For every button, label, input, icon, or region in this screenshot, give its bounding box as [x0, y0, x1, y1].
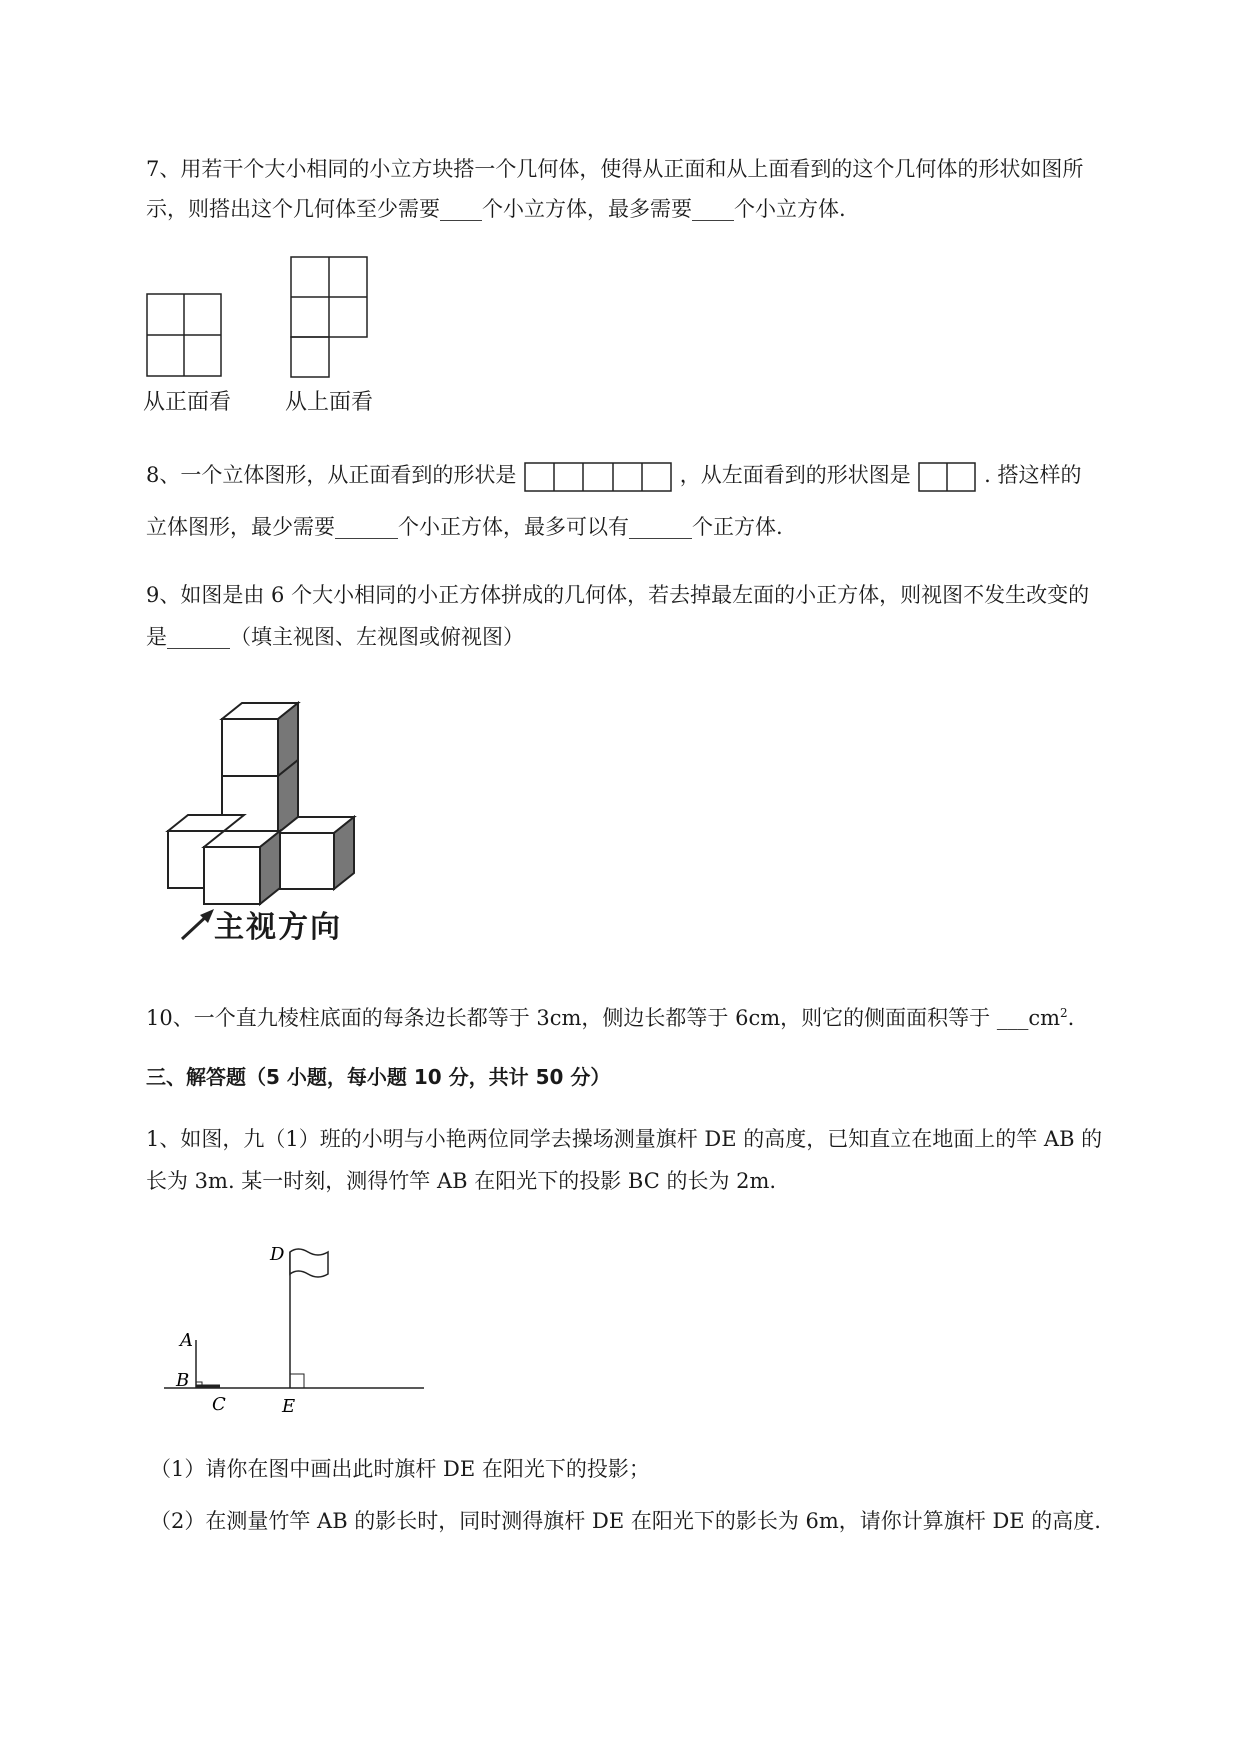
p1-sub2: （2）在测量竹竿 AB 的影长时，同时测得旗杆 DE 在阳光下的影长为 6m，请你计算旗杆 DE 的高度. [150, 1509, 1101, 1533]
q8-part-c: . 搭这样的 [984, 463, 1082, 487]
label-e: E [282, 1396, 296, 1417]
q9-text-line1: 9、如图是由 6 个大小相同的小正方体拼成的几何体，若去掉最左面的小正方体，则视图不发生改变的 [146, 583, 1090, 607]
q7-text-line1: 7、用若干个大小相同的小立方块搭一个几何体，使得从正面和从上面看到的这个几何体的形状如图所 [146, 157, 1084, 181]
label-d: D [270, 1244, 285, 1265]
q10-main: 10、一个直九棱柱底面的每条边长都等于 3cm，侧边长都等于 6cm，则它的侧面面积等于 ___cm [146, 1006, 1060, 1030]
q7-top-view-grid [290, 256, 368, 378]
q8-front-view-row [523, 462, 673, 492]
q10-sup: 2 [1060, 1006, 1068, 1020]
q7-text-line2: 示，则搭出这个几何体至少需要____个小立方体，最多需要____个小立方体. [146, 197, 846, 221]
section3-heading: 三、解答题（5 小题，每小题 10 分，共计 50 分） [146, 1065, 611, 1089]
p1-diagram [160, 1240, 440, 1420]
p1-text-line1: 1、如图，九（1）班的小明与小艳两位同学去操场测量旗杆 DE 的高度，已知直立在地面上的竿 AB 的 [146, 1127, 1103, 1151]
p1-sub1: （1）请你在图中画出此时旗杆 DE 在阳光下的投影； [150, 1457, 650, 1481]
q7-front-view-grid [146, 293, 222, 377]
q9-caption-view-direction: 主视方向 [214, 910, 342, 945]
q8-text-line2: 立体图形，最少需要______个小正方体，最多可以有______个正方体. [146, 515, 783, 539]
label-a: A [180, 1330, 193, 1351]
q7-caption-top: 从上面看 [285, 390, 374, 415]
q7-caption-front: 从正面看 [143, 390, 232, 415]
q10-end: . [1067, 1006, 1075, 1030]
q8-text-line1 [146, 460, 1081, 492]
q8-part-b: ，从左面看到的形状图是 [679, 463, 911, 487]
label-b: B [176, 1370, 190, 1391]
label-c: C [212, 1394, 226, 1415]
q8-left-view-row [917, 462, 977, 492]
q8-part-a: 8、一个立体图形，从正面看到的形状是 [146, 463, 517, 487]
p1-text-line2: 长为 3m. 某一时刻，测得竹竿 AB 在阳光下的投影 BC 的长为 2m. [146, 1169, 777, 1193]
q10-text [146, 998, 1074, 1033]
q9-text-line2: 是______（填主视图、左视图或俯视图） [146, 625, 524, 649]
flag [290, 1249, 328, 1277]
